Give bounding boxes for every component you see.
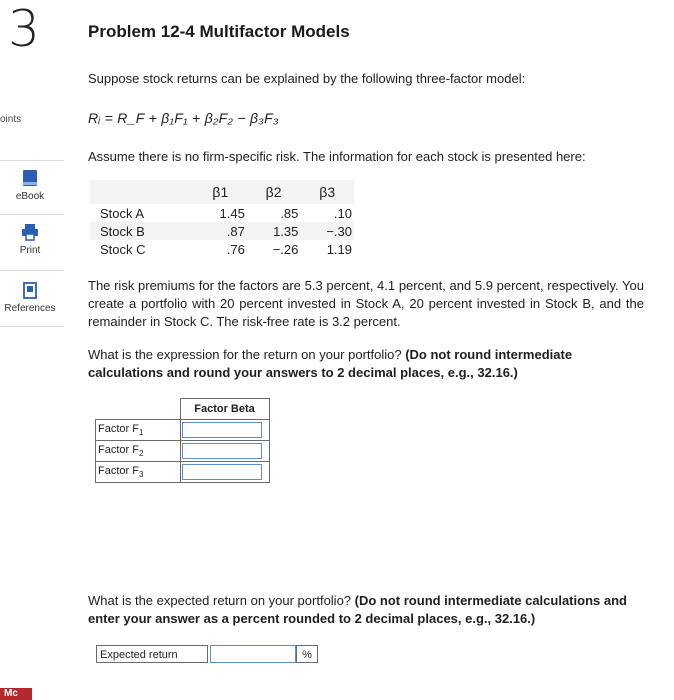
question-2-text: What is the expected return on your portfolio? [88,593,355,608]
sidebar-divider [0,160,64,161]
question-1-instructions: (Do not round intermediate calculations and round your answers to 2 decimal places, e.g., 32.16.) [88,347,573,380]
column-header [90,180,194,204]
column-header: β2 [247,180,301,204]
sidebar-item-label: eBook [15,191,45,202]
factor-2-beta-input[interactable] [182,443,262,459]
sidebar-item-label: References [4,303,56,314]
sidebar-divider [0,270,64,271]
column-header: β1 [194,180,247,204]
question-1-text: What is the expression for the return on your portfolio? [88,347,406,362]
mcgraw-logo: Mc [0,688,32,700]
stock-name: Stock A [100,205,145,221]
question-number: 3 [8,0,40,58]
table-row [96,420,270,441]
beta-value: .87 [194,222,247,240]
sidebar-item-print[interactable] [0,222,60,256]
intro-text: Suppose stock returns can be explained by the following three-factor model: [88,71,526,86]
column-header: β3 [300,180,354,204]
table-row [90,222,354,240]
beta-value: .76 [226,241,245,257]
book-icon [20,168,40,188]
beta-value: 1.35 [247,222,301,240]
expected-return-input[interactable] [210,645,296,663]
problem-title: Problem 12-4 Multifactor Models [88,22,350,41]
sidebar-divider [0,214,64,215]
factor-label: Factor $F_3$ [96,462,181,483]
sidebar-item-ebook[interactable] [0,168,60,202]
table-row [90,240,354,258]
points-label: oints [0,114,22,125]
factor-label: Factor $F_1$ [96,420,181,441]
question-1 [88,346,644,382]
printer-icon [20,222,40,242]
beta-value: .10 [333,205,352,221]
table-row [96,441,270,462]
document-icon [20,280,40,300]
stock-name: Stock B [90,222,194,240]
table-header-row [90,180,354,204]
model-formula: Rᵢ = R_F + β₁F₁ + β₂F₂ − β₃F₃ [88,110,279,126]
risk-premium-text: The risk premiums for the factors are 5.3 percent, 4.1 percent, and 5.9 percent, respectively. You create a portfolio with 20 percent invested in Stock A, 20 percent invested in Stock B, and the remainder in Stock C. The risk-free rate is 3.2 percent. [88,278,644,329]
beta-value: −.30 [300,222,354,240]
beta-value: 1.45 [219,205,245,221]
factor-3-beta-input[interactable] [182,464,262,480]
table-row [96,462,270,483]
factor-label: Factor $F_2$ [96,441,181,462]
expected-return-label: Expected return [96,645,208,663]
stock-name: Stock C [100,241,146,257]
percent-unit: % [296,645,318,663]
table-row [90,204,354,222]
sidebar-item-references[interactable] [0,280,60,314]
beta-value: −.26 [272,241,299,257]
expected-return-row [96,645,318,663]
question-2-instructions: (Do not round intermediate calculations and enter your answer as a percent rounded to 2 decimal places, e.g., 32.16.) [88,593,627,626]
factor-beta-table [95,398,270,483]
sidebar [0,0,64,700]
sidebar-divider [0,326,64,327]
sidebar-item-label: Print [19,245,41,256]
question-2 [88,592,644,628]
assume-text: Assume there is no firm-specific risk. The information for each stock is presented here: [88,149,586,164]
beta-table [90,180,354,258]
beta-value: .85 [280,205,299,221]
factor-1-beta-input[interactable] [182,422,262,438]
factor-beta-header: Factor Beta [180,399,269,420]
beta-value: 1.19 [326,241,352,257]
table-header-row [96,399,270,420]
